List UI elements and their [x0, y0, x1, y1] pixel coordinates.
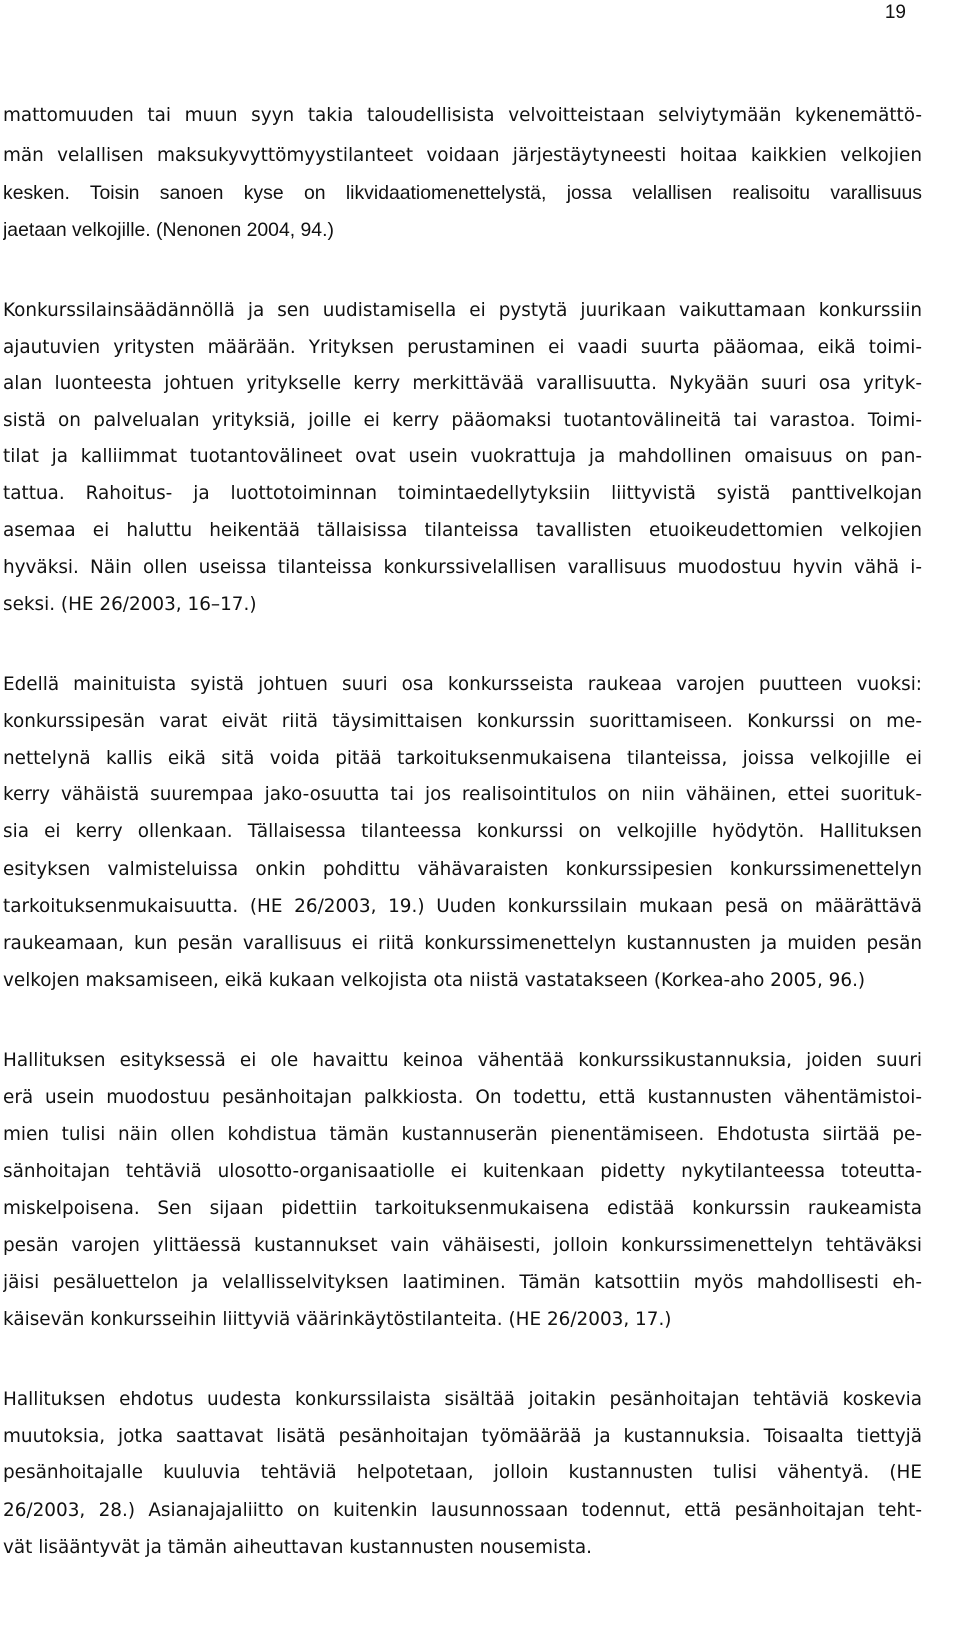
text-line: tarkoituksenmukaisuutta. (HE 26/2003, 19.) Uuden konkurssilain mukaan pesä on määrättävä	[3, 896, 922, 917]
text-line: Konkurssilainsäädännöllä ja sen uudistamisella ei pystytä juurikaan vaikuttamaan konkurssiin	[3, 300, 922, 321]
text-line: Edellä mainituista syistä johtuen suuri osa konkursseista raukeaa varojen puutteen vuoksi:	[3, 674, 922, 695]
text-line: konkurssipesän varat eivät riitä täysimittaisen konkurssin suorittamiseen. Konkurssi on me-	[3, 711, 922, 732]
text-line: ajautuvien yritysten määrään. Yrityksen perustaminen ei vaadi suurta pääomaa, eikä toimi-	[3, 337, 922, 358]
text-line: sia ei kerry ollenkaan. Tällaisessa tilanteessa konkurssi on velkojille hyödytön. Hallituksen	[3, 821, 922, 842]
text-line: vät lisääntyvät ja tämän aiheuttavan kustannusten nousemista.	[3, 1537, 593, 1558]
text-line: mattomuuden tai muun syyn takia taloudellisista velvoitteistaan selviytymään kykenemättö-	[3, 105, 922, 126]
text-line: Hallituksen ehdotus uudesta konkurssilaista sisältää joitakin pesänhoitajan tehtäviä koskevia	[3, 1389, 922, 1410]
text-line: muutoksia, jotka saattavat lisätä pesänhoitajan työmäärää ja kustannuksia. Toisaalta tiettyjä	[3, 1426, 922, 1447]
text-line: nettelynä kallis eikä sitä voida pitää tarkoituksenmukaisena tilanteissa, joissa velkojille ei	[3, 748, 922, 769]
text-line: tilat ja kalliimmat tuotantovälineet ovat usein vuokrattuja ja mahdollinen omaisuus on pan-	[3, 446, 922, 467]
text-line: käisevän konkursseihin liittyviä väärinkäytöstilanteita. (HE 26/2003, 17.)	[3, 1309, 672, 1330]
text-line: 26/2003, 28.) Asianajajaliitto on kuitenkin lausunnossaan todennut, että pesänhoitajan teht-	[3, 1500, 922, 1521]
text-line: jaetaan velkojille. (Nenonen 2004, 94.)	[3, 219, 334, 241]
text-line: kerry vähäistä suurempaa jako-osuutta tai jos realisointitulos on niin vähäinen, ettei suorituk-	[3, 784, 922, 805]
text-line: erä usein muodostuu pesänhoitajan palkkiosta. On todettu, että kustannusten vähentämistoi-	[3, 1087, 922, 1108]
text-line: esityksen valmisteluissa onkin pohdittu vähävaraisten konkurssipesien konkurssimenettelyn	[3, 859, 922, 880]
text-line: hyväksi. Näin ollen useissa tilanteissa konkurssivelallisen varallisuus muodostuu hyvin vähä i-	[3, 557, 922, 578]
text-line: miskelpoisena. Sen sijaan pidettiin tarkoituksenmukaisena edistää konkurssin raukeamista	[3, 1198, 922, 1219]
text-line: sänhoitajan tehtäviä ulosotto-organisaatiolle ei kuitenkaan pidetty nykytilanteessa toteutta-	[3, 1161, 922, 1182]
text-line: alan luonteesta johtuen yritykselle kerry merkittävää varallisuutta. Nykyään suuri osa yrityk-	[3, 373, 922, 394]
page-number: 19	[884, 2, 906, 23]
text-line: sistä on palvelualan yrityksiä, joille ei kerry pääomaksi tuotantovälineitä tai varastoa. Toimi-	[3, 410, 922, 431]
text-line: velkojen maksamiseen, eikä kukaan velkojista ota niistä vastatakseen (Korkea-aho 2005, 96.)	[3, 970, 866, 991]
text-line: seksi. (HE 26/2003, 16–17.)	[3, 594, 257, 615]
text-line: Hallituksen esityksessä ei ole havaittu keinoa vähentää konkurssikustannuksia, joiden suuri	[3, 1050, 922, 1071]
text-line: pesänhoitajalle kuuluvia tehtäviä helpotetaan, jolloin kustannusten tulisi vähentyä. (HE	[3, 1462, 922, 1483]
text-line: män velallisen maksukyvyttömyystilanteet voidaan järjestäytyneesti hoitaa kaikkien velkojien	[3, 145, 922, 166]
text-line: kesken. Toisin sanoen kyse on likvidaatiomenettelystä, jossa velallisen realisoitu varallisuus	[3, 182, 922, 204]
text-line: pesän varojen ylittäessä kustannukset vain vähäisesti, jolloin konkurssimenettelyn tehtäväksi	[3, 1235, 922, 1256]
text-line: raukeamaan, kun pesän varallisuus ei riitä konkurssimenettelyn kustannusten ja muiden pesän	[3, 933, 922, 954]
text-line: jäisi pesäluettelon ja velallisselvityksen laatiminen. Tämän katsottiin myös mahdollisesti eh-	[3, 1272, 922, 1293]
text-line: asemaa ei haluttu heikentää tällaisissa tilanteissa tavallisten etuoikeudettomien velkojien	[3, 520, 922, 541]
text-line: tattua. Rahoitus- ja luottotoiminnan toimintaedellytyksiin liittyvistä syistä panttivelkojan	[3, 483, 922, 504]
text-line: mien tulisi näin ollen kohdistua tämän kustannuserän pienentämiseen. Ehdotusta siirtää pe-	[3, 1124, 922, 1145]
